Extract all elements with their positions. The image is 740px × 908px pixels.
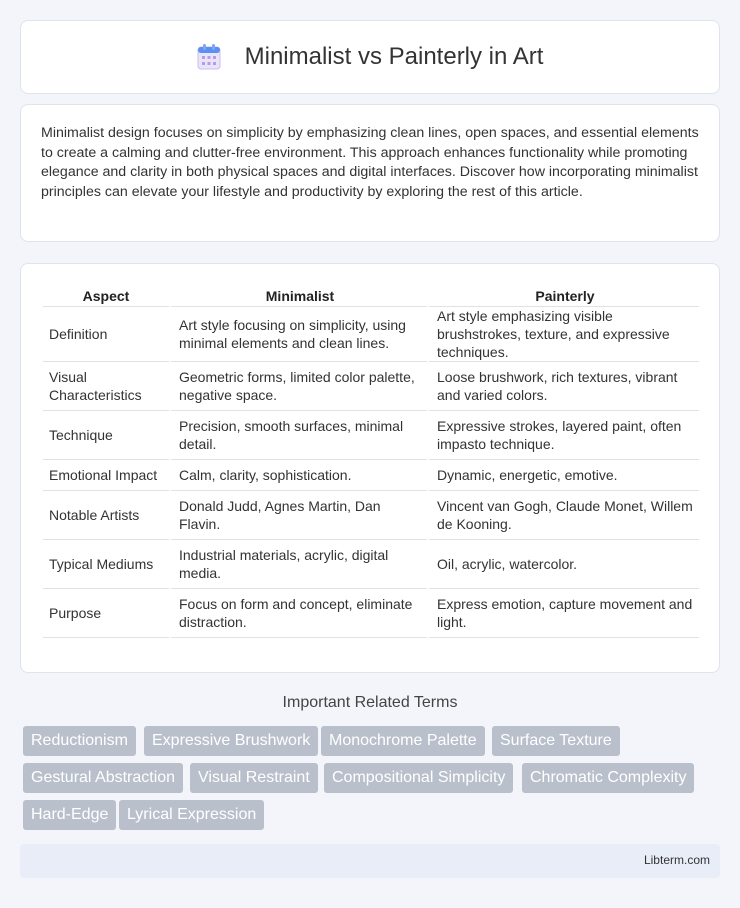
title-card (20, 20, 720, 94)
cell-painterly: Oil, acrylic, watercolor. (427, 540, 699, 589)
cell-painterly: Vincent van Gogh, Claude Monet, Willem de Kooning. (427, 491, 699, 540)
cell-minimalist: Art style focusing on simplicity, using minimal elements and clean lines. (169, 307, 427, 362)
table-row (43, 589, 699, 638)
cell-aspect: Visual Characteristics (43, 362, 169, 411)
cell-aspect: Purpose (43, 589, 169, 638)
cell-minimalist: Geometric forms, limited color palette, negative space. (169, 362, 427, 411)
cell-painterly: Express emotion, capture movement and light. (427, 589, 699, 638)
cell-aspect: Technique (43, 411, 169, 460)
table-row (43, 411, 699, 460)
footer-site-link[interactable]: Libterm.com (643, 853, 710, 867)
tag-lyrical-expression[interactable]: Lyrical Expression (119, 800, 264, 830)
header-aspect: Aspect (43, 284, 169, 307)
cell-minimalist: Precision, smooth surfaces, minimal detail. (169, 411, 427, 460)
tag-reductionism[interactable]: Reductionism (23, 726, 136, 756)
cell-painterly: Dynamic, energetic, emotive. (427, 460, 699, 491)
page-title: Minimalist vs Painterly in Art (244, 43, 544, 70)
cell-minimalist: Industrial materials, acrylic, digital media. (169, 540, 427, 589)
tag-chromatic-complexity[interactable]: Chromatic Complexity (522, 763, 694, 793)
cell-painterly: Art style emphasizing visible brushstrokes, texture, and expressive techniques. (427, 307, 699, 362)
table-row (43, 362, 699, 411)
intro-paragraph: Minimalist design focuses on simplicity by emphasizing clean lines, open spaces, and essential elements to create a calming and clutter-free environment. This approach enhances functionality while promoting elegance and clarity in both physical spaces and digital interfaces. Discover how incorporating minimalist principles can elevate your lifestyle and productivity by exploring the rest of this article. (41, 125, 699, 200)
table-row (43, 540, 699, 589)
table-row (43, 460, 699, 491)
comparison-card (20, 263, 720, 673)
table-row (43, 307, 699, 362)
intro-card (20, 104, 720, 242)
header-minimalist: Minimalist (169, 284, 427, 307)
calendar-icon (197, 44, 221, 70)
table-header-row (43, 284, 699, 307)
comparison-table (43, 284, 699, 638)
table-row (43, 491, 699, 540)
tag-monochrome-palette[interactable]: Monochrome Palette (321, 726, 485, 756)
cell-aspect: Definition (43, 307, 169, 362)
tag-expressive-brushwork[interactable]: Expressive Brushwork (144, 726, 318, 756)
tag-surface-texture[interactable]: Surface Texture (492, 726, 620, 756)
cell-minimalist: Donald Judd, Agnes Martin, Dan Flavin. (169, 491, 427, 540)
tag-gestural-abstraction[interactable]: Gestural Abstraction (23, 763, 183, 793)
cell-aspect: Emotional Impact (43, 460, 169, 491)
cell-minimalist: Focus on form and concept, eliminate distraction. (169, 589, 427, 638)
tag-compositional-simplicity[interactable]: Compositional Simplicity (324, 763, 513, 793)
cell-minimalist: Calm, clarity, sophistication. (169, 460, 427, 491)
cell-aspect: Notable Artists (43, 491, 169, 540)
cell-aspect: Typical Mediums (43, 540, 169, 589)
footer (20, 844, 720, 878)
cell-painterly: Expressive strokes, layered paint, often impasto technique. (427, 411, 699, 460)
tag-hard-edge[interactable]: Hard-Edge (23, 800, 116, 830)
tag-visual-restraint[interactable]: Visual Restraint (190, 763, 318, 793)
cell-painterly: Loose brushwork, rich textures, vibrant and varied colors. (427, 362, 699, 411)
header-painterly: Painterly (427, 284, 699, 307)
related-terms-title: Important Related Terms (282, 694, 458, 711)
